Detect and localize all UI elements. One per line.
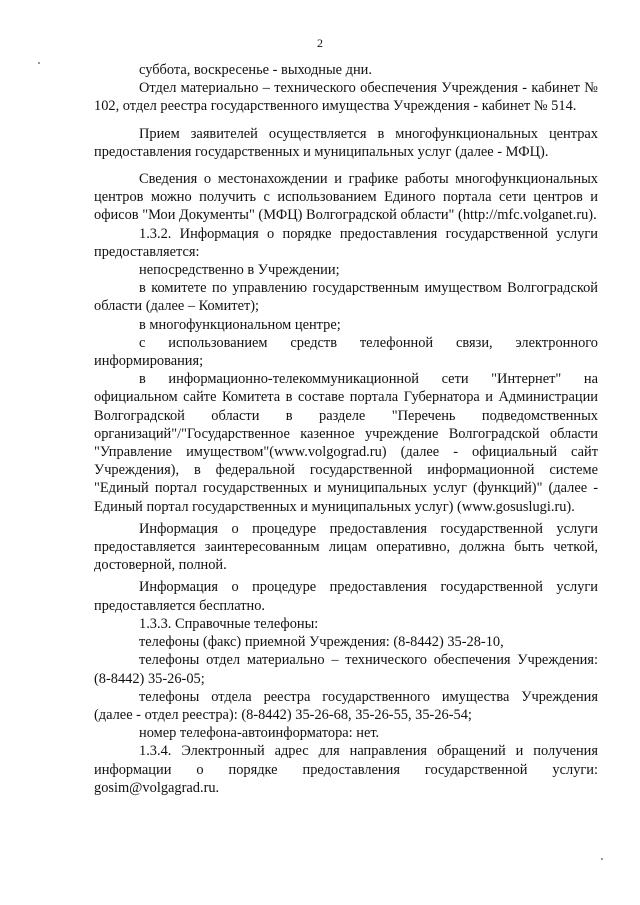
phone-reception: телефоны (факс) приемной Учреждения: (8-8442) 35-28-10, bbox=[139, 634, 504, 651]
paragraph-1-3-3: 1.3.3. Справочные телефоны: bbox=[139, 615, 319, 632]
list-item-internet: в информационно-телекоммуникационной сети "Интернет" на официальном сайте Комитета в составе портала Губернатора и Администрации Волгоградской области в разделе "Перечень подведомственных организаций"/"Государственное казенное учреждение Волгоградской области "Управление имуществом"(www.volgograd.ru) (далее - официальный сайт Учреждения), в федеральной государственной информационной системе "Единый портал государственных и муниципальных услуг (функций)" (далее - Единый портал государственных и муниципальных услуг) (www.gosuslugi.ru). bbox=[94, 371, 598, 515]
list-item-committee: в комитете по управлению государственным имуществом Волгоградской области (далее – Комитет); bbox=[94, 280, 598, 315]
paragraph-info-free: Информация о процедуре предоставления государственной услуги предоставляется бесплатно. bbox=[94, 579, 598, 614]
paragraph-mfc-info: Сведения о местонахождении и графике работы многофункциональных центров можно получить с использованием Единого портала сети центров и офисов "Мои Документы" (МФЦ) Волгоградской области" (http://mfc.volganet.ru). bbox=[94, 171, 598, 224]
phone-logistics: телефоны отдел материально – технического обеспечения Учреждения: (8-8442) 35-26-05; bbox=[94, 652, 598, 687]
paragraph-mfc-reception: Прием заявителей осуществляется в многофункциональных центрах предоставления государственных и муниципальных услуг (далее - МФЦ). bbox=[94, 125, 598, 160]
paragraph-offices: Отдел материально – технического обеспечения Учреждения - кабинет № 102, отдел реестра государственного имущества Учреждения - кабинет № 514. bbox=[94, 80, 598, 115]
list-item-mfc: в многофункциональном центре; bbox=[139, 316, 341, 333]
paragraph-weekend: суббота, воскресенье - выходные дни. bbox=[139, 62, 372, 78]
paragraph-1-3-2: 1.3.2. Информация о порядке предоставления государственной услуги предоставляется: bbox=[94, 225, 598, 260]
document-body bbox=[94, 61, 598, 797]
list-item-institution: непосредственно в Учреждении; bbox=[139, 262, 340, 279]
phone-autoinformer: номер телефона-автоинформатора: нет. bbox=[139, 725, 380, 742]
phone-registry: телефоны отдела реестра государственного имущества Учреждения (далее - отдел реестра): (8-8442) 35-26-68, 35-26-55, 35-26-54; bbox=[94, 688, 598, 723]
paragraph-info-quality: Информация о процедуре предоставления государственной услуги предоставляется заинтересованным лицам оперативно, должна быть четкой, достоверной, полной. bbox=[94, 520, 598, 574]
scan-speck bbox=[38, 62, 40, 64]
scan-speck bbox=[601, 858, 603, 860]
paragraph-1-3-4: 1.3.4. Электронный адрес для направления обращений и получения информации о порядке предоставления государственной услуги: gosim@volgagrad.ru. bbox=[94, 743, 598, 796]
page-number: 2 bbox=[317, 36, 323, 50]
list-item-phone: с использованием средств телефонной связи, электронного информирования; bbox=[94, 334, 598, 370]
